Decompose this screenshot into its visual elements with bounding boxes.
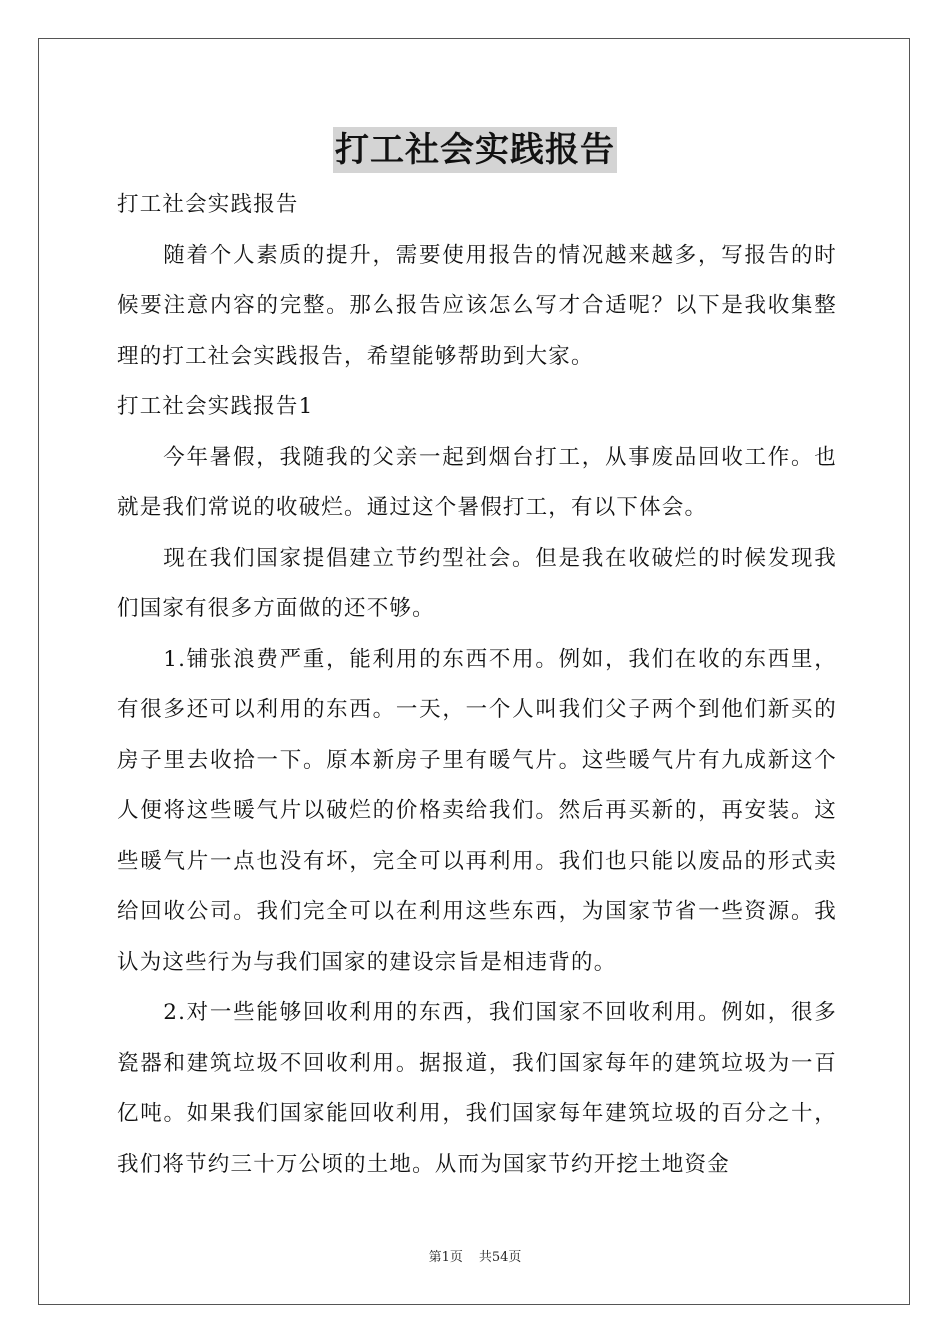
document-body: [117, 180, 837, 1190]
section-heading-1: 打工社会实践报告1: [117, 394, 314, 419]
body-paragraph: 今年暑假，我随我的父亲一起到烟台打工，从事废品回收工作。也就是我们常说的收破烂。通过这个暑假打工，有以下体会。: [117, 444, 837, 520]
section-heading: 打工社会实践报告: [117, 192, 299, 217]
document-title-text: 打工社会实践报告: [333, 127, 617, 173]
body-paragraph-point-2: 2.对一些能够回收利用的东西，我们国家不回收利用。例如，很多瓷器和建筑垃圾不回收利用。据报道，我们国家每年的建筑垃圾为一百亿吨。如果我们国家能回收利用，我们国家每年建筑垃圾的百分之十，我们将节约三十万公顷的土地。从而为国家节约开挖土地资金: [117, 1000, 837, 1177]
page-total: 共54页: [478, 1250, 522, 1265]
body-paragraph: 现在我们国家提倡建立节约型社会。但是我在收破烂的时候发现我们国家有很多方面做的还不够。: [117, 545, 837, 621]
intro-paragraph: 随着个人素质的提升，需要使用报告的情况越来越多，写报告的时候要注意内容的完整。那么报告应该怎么写才合适呢？以下是我收集整理的打工社会实践报告，希望能够帮助到大家。: [117, 242, 837, 369]
page-number: 第1页: [428, 1250, 463, 1265]
page-footer: [0, 1250, 950, 1266]
document-title: [0, 126, 950, 174]
body-paragraph-point-1: 1.铺张浪费严重，能利用的东西不用。例如，我们在收的东西里，有很多还可以利用的东西。一天，一个人叫我们父子两个到他们新买的房子里去收拾一下。原本新房子里有暖气片。这些暖气片有九成新这个人便将这些暖气片以破烂的价格卖给我们。然后再买新的，再安装。这些暖气片一点也没有坏，完全可以再利用。我们也只能以废品的形式卖给回收公司。我们完全可以在利用这些东西，为国家节省一些资源。我认为这些行为与我们国家的建设宗旨是相违背的。: [117, 646, 837, 975]
